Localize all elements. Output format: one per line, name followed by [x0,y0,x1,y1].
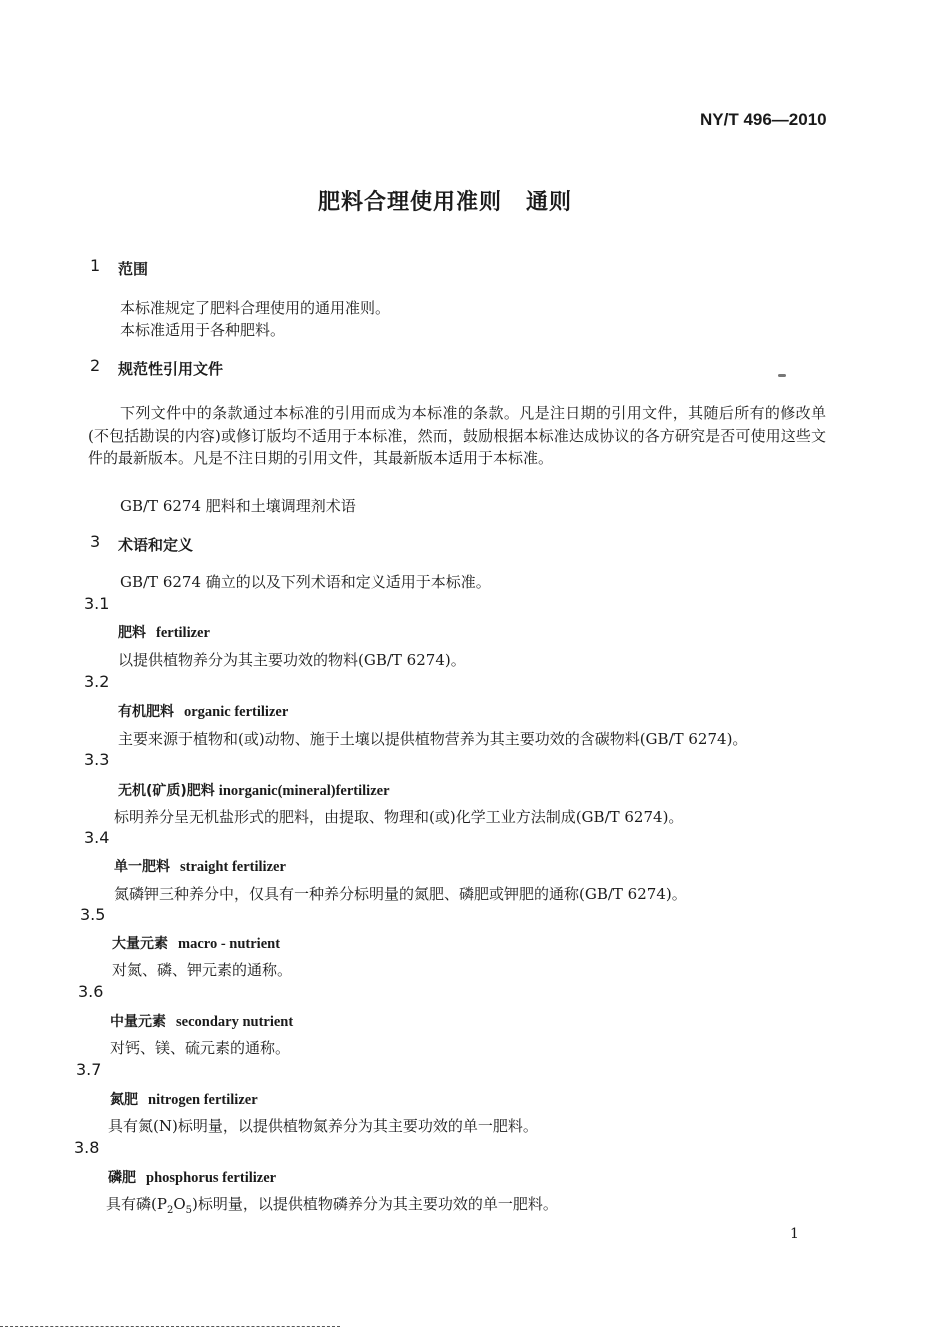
term-cn: 无机(矿质)肥料 [118,783,215,799]
term-en: inorganic(mineral)fertilizer [218,783,390,799]
scan-speck [778,374,786,377]
terms-intro: GB/T 6274 确立的以及下列术语和定义适用于本标准。 [120,573,491,591]
section-title-scope: 范围 [118,260,149,278]
section-title-terms-definitions: 术语和定义 [118,536,194,554]
reference-entry: GB/T 6274 肥料和土壤调理剂术语 [120,497,356,515]
term-en: macro - nutrient [178,936,281,952]
term-heading [108,1167,276,1187]
term-cn: 肥料 [118,625,146,641]
term-heading [110,1089,258,1109]
term-number: 3.7 [76,1060,102,1079]
term-cn: 中量元素 [110,1014,166,1030]
section-title-normative-references: 规范性引用文件 [118,360,224,378]
page-number: 1 [790,1226,799,1242]
term-definition: 对钙、镁、硫元素的通称。 [110,1039,291,1057]
term-number: 3.3 [84,750,110,769]
term-en: straight fertilizer [180,859,286,875]
term-cn: 氮肥 [110,1092,138,1108]
term-cn: 磷肥 [108,1170,136,1186]
term-en: secondary nutrient [176,1014,294,1030]
definition-text: 具有磷(P [106,1195,167,1213]
definition-text: O [173,1195,186,1213]
term-heading [118,780,390,800]
term-heading [110,1011,293,1031]
normative-references-paragraph: 下列文件中的条款通过本标准的引用而成为本标准的条款。凡是注日期的引用文件，其随后所有的修改单(不包括勘误的内容)或修订版均不适用于本标准，然而，鼓励根据本标准达成协议的各方研究是否可使用这些文件的最新版本。凡是不注日期的引用文件，其最新版本适用于本标准。 [88,404,826,467]
document-title-main: 肥料合理使用准则 [318,190,503,215]
term-definition: 具有氮(N)标明量，以提供植物氮养分为其主要功效的单一肥料。 [108,1117,538,1135]
term-en: phosphorus fertilizer [146,1170,277,1186]
term-en: nitrogen fertilizer [148,1092,258,1108]
term-heading [114,856,286,876]
term-number: 3.2 [84,672,110,691]
term-definition: 对氮、磷、钾元素的通称。 [112,961,293,979]
term-en: organic fertilizer [184,704,289,720]
section-number: 2 [90,356,101,375]
term-definition: 标明养分呈无机盐形式的肥料，由提取、物理和(或)化学工业方法制成(GB/T 6274)。 [114,808,684,826]
subscript: 5 [185,1205,193,1216]
scope-line: 本标准规定了肥料合理使用的通用准则。 [120,299,391,317]
term-number: 3.8 [74,1138,100,1157]
document-title [318,185,572,216]
definition-text: )标明量，以提供植物磷养分为其主要功效的单一肥料。 [192,1195,558,1213]
term-en: fertilizer [156,625,210,641]
section-number: 1 [90,256,101,275]
term-cn: 单一肥料 [114,859,170,875]
term-heading [118,701,288,721]
term-number: 3.1 [84,594,110,613]
term-definition: 主要来源于植物和(或)动物、施于土壤以提供植物营养为其主要功效的含碳物料(GB/T 6274)。 [118,730,748,748]
scope-line: 本标准适用于各种肥料。 [120,321,286,339]
term-cn: 有机肥料 [118,704,174,720]
document-title-sub: 通则 [526,190,573,215]
term-definition: 氮磷钾三种养分中，仅具有一种养分标明量的氮肥、磷肥或钾肥的通称(GB/T 6274)。 [114,885,687,903]
term-number: 3.5 [80,905,106,924]
subscript: 2 [166,1205,174,1216]
bottom-divider [0,1326,340,1327]
term-number: 3.6 [78,982,104,1001]
term-definition: 以提供植物养分为其主要功效的物料(GB/T 6274)。 [118,651,466,669]
term-heading [112,933,280,953]
term-cn: 大量元素 [112,936,168,952]
term-number: 3.4 [84,828,110,847]
term-heading [118,622,210,642]
term-definition [106,1193,558,1222]
section-number: 3 [90,532,101,551]
standard-code: NY/T 496—2010 [700,110,827,129]
